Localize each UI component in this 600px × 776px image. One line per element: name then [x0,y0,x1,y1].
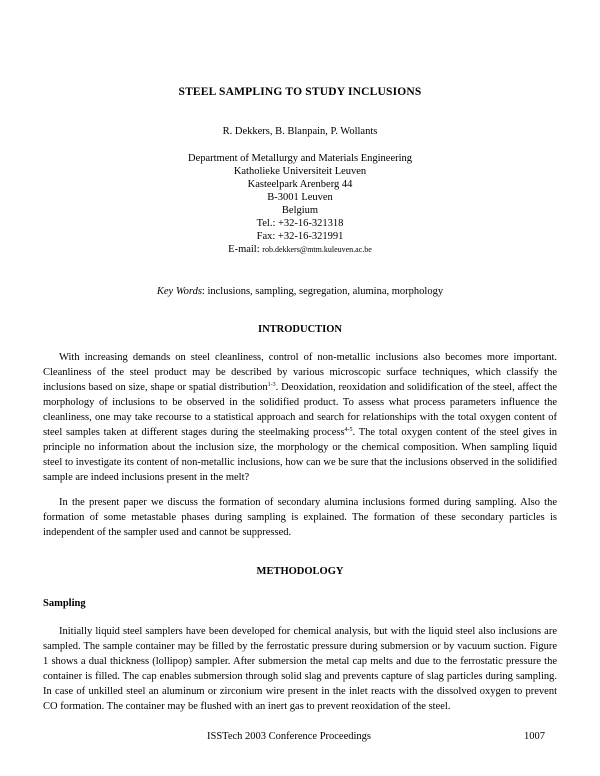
author-list: R. Dekkers, B. Blanpain, P. Wollants [222,126,378,137]
keywords-label: Key Words [156,286,202,297]
footer-proceedings: ISSTech 2003 Conference Proceedings [207,731,372,742]
intro-p1-text-b: . Deoxidation, reoxidation and solidification of the steel, affect the morphology of inclusions to be observed in the solidified product. To assess what process parameters influence the cleanliness, one may take recourse to a statistical approach and search for relationships with the total oxygen content of steel samples taken at different stages during the steelmaking process [43,382,558,438]
affiliation-city: B-3001 Leuven [267,192,333,203]
footer-page-number: 1007 [524,731,545,742]
reference-superscript: 4-5 [344,427,353,433]
affiliation-country: Belgium [281,205,319,216]
methodology-paragraph-1: Initially liquid steel samplers have been developed for chemical analysis, but with the liquid steel also inclusions are sampled. The sample container may be filled by the ferrostatic pressure during submersion or by vacuum suction. Figure 1 shows a dual thickness (lollipop) sampler. After submersion the metal cap melts and due to the ferrostatic pressure the container is filled. The cap enables submersion through solid slag and prevents capture of slag particles during sampling. In case of unkilled steel an aluminum or zirconium wire present in the inlet reacts with the dissolved oxygen to prevent CO formation. The container may be flushed with an inert gas to prevent reoxidation of the steel. [43,626,557,712]
email-label: E-mail: [228,244,260,255]
reference-superscript: 1-3 [267,382,276,388]
paper-title: STEEL SAMPLING TO STUDY INCLUSIONS [178,86,422,98]
affiliation-tel: Tel.: +32-16-321318 [256,218,344,229]
sampling-subheading: Sampling [43,598,86,609]
affiliation-fax: Fax: +32-16-321991 [256,231,344,242]
email-address[interactable]: rob.dekkers@mtm.kuleuven.ac.be [262,245,372,254]
keywords-list: : inclusions, sampling, segregation, alumina, morphology [201,286,444,297]
introduction-paragraph-2: In the present paper we discuss the formation of secondary alumina inclusions formed during sampling. Also the formation of some metastable phases during sampling is explained. The formation of these secondary particles is independent of the sampler used and cannot be suppressed. [43,497,557,538]
intro-p1-text-c: . The total oxygen content of the steel gives in principle no information about the inclusion size, the morphology or the chemical composition. When sampling liquid steel to investigate its content of non-metallic inclusions, how can we be sure that the inclusions observed in the solidified sample are indeed inclusions present in the melt? [43,427,558,483]
affiliation-block [0,152,600,256]
keywords-line [0,286,600,297]
affiliation-email-line [0,243,600,256]
intro-p1-text-a: With increasing demands on steel cleanliness, control of non-metallic inclusions also becomes more important. Cleanliness of the steel product may be described by various microscopic surface techniques, which classify the inclusions based on size, shape or spatial distribution [43,352,557,393]
affiliation-street: Kasteelpark Arenberg 44 [247,179,353,190]
affiliation-university: Katholieke Universiteit Leuven [233,166,367,177]
methodology-heading: METHODOLOGY [256,566,344,577]
introduction-heading: INTRODUCTION [257,324,342,335]
affiliation-department: Department of Metallurgy and Materials Engineering [187,153,413,164]
introduction-paragraph-1 [43,350,557,485]
